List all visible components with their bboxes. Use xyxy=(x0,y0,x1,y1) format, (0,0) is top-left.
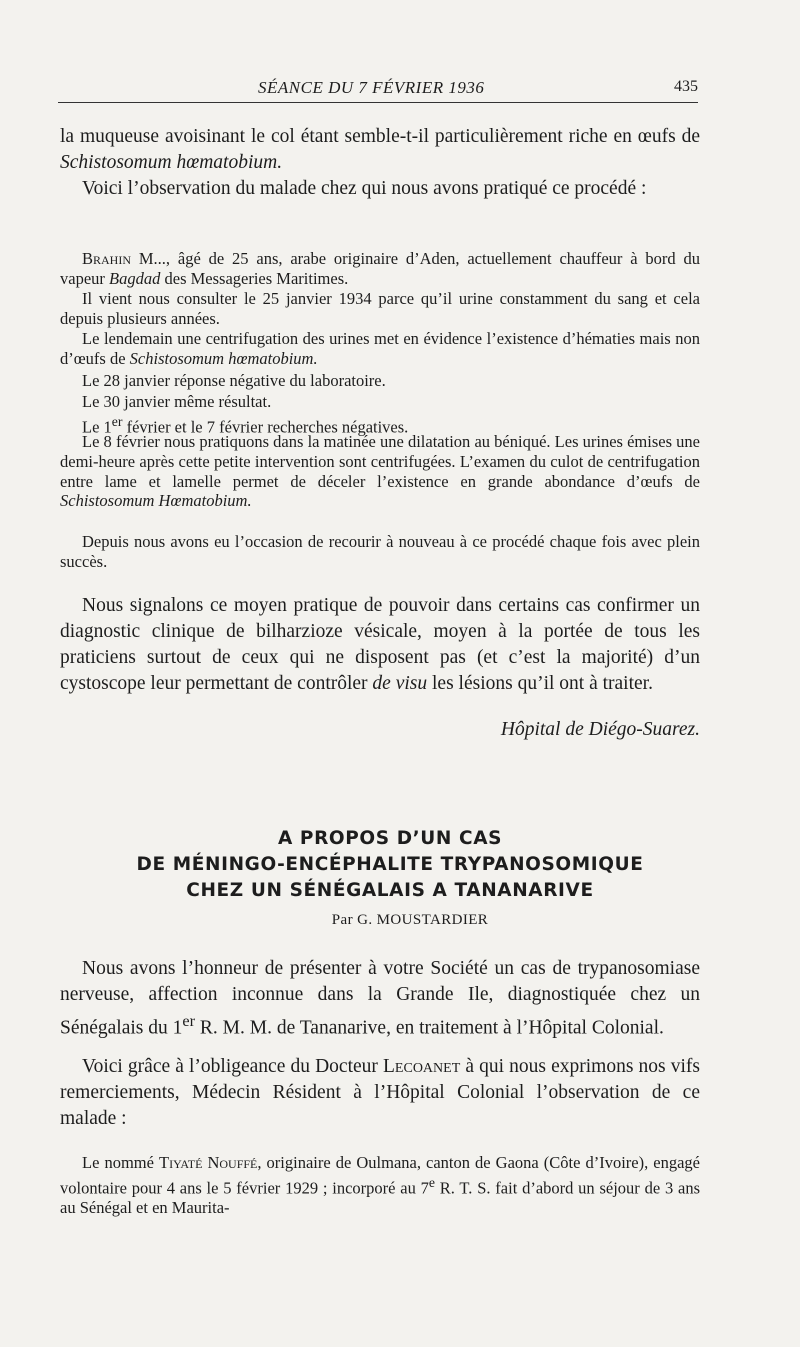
latin-phrase: de visu xyxy=(372,673,428,694)
doctor-name: Lecoanet xyxy=(383,1056,461,1077)
page-header xyxy=(58,78,698,103)
case-text: Le 1 xyxy=(82,417,112,437)
ordinal-suffix: er xyxy=(182,1012,196,1030)
intro-paragraph xyxy=(60,124,700,176)
patient-name: Brahin xyxy=(82,249,132,268)
case-paragraph-2: Il vient nous consulter le 25 janvier 1934 parce qu’il urine constamment du sang et cela depuis plusieurs années. xyxy=(60,289,700,328)
case-paragraph-3 xyxy=(60,329,700,369)
patient-name: Tiyaté Nouffé xyxy=(159,1153,258,1172)
conclusion-paragraph xyxy=(60,593,700,697)
article-paragraph-2 xyxy=(60,1054,700,1132)
article-text: R. T. S. fait d’abord un séjour de 3 ans au Sénégal et en Maurita- xyxy=(60,1178,701,1218)
article-text: Nous avons l’honneur de présenter à votre Société un cas de trypanosomiase nerveuse, affection inconnue dans la Grande Ile, diagnostiquée chez un Sénégalais du 1 xyxy=(60,958,700,1039)
author-byline: Par G. MOUSTARDIER xyxy=(331,912,489,928)
species-name: Schistosomum Hœmatobium. xyxy=(60,491,252,511)
case-paragraph-8: Depuis nous avons eu l’occasion de recourir à nouveau à ce procédé chaque fois avec plein succès. xyxy=(60,532,700,571)
observation-intro: Voici l’observation du malade chez qui nous avons pratiqué ce procédé : xyxy=(82,178,647,199)
case-paragraph-1 xyxy=(60,249,700,289)
case-text: février et le 7 février recherches négatives. xyxy=(122,417,409,437)
case-paragraph-4: Le 28 janvier réponse négative du laboratoire. xyxy=(82,371,386,390)
intro-text: la muqueuse avoisinant le col étant semble-t-il particulièrement riche en œufs de xyxy=(60,126,700,147)
case-paragraph-5: Le 30 janvier même résultat. xyxy=(82,392,272,411)
conclusion-text: Nous signalons ce moyen pratique de pouvoir dans certains cas confirmer un diagnostic clinique de bilharzioze vésicale, moyen à la portée de tous les praticiens surtout de ceux qui ne disposent pas (et c’est la majorité) d’un cystoscope leur permettant de contrôler xyxy=(60,595,700,694)
ordinal-suffix: e xyxy=(428,1174,435,1190)
case-text: des Messageries Maritimes. xyxy=(160,268,349,288)
title-line: DE MÉNINGO-ENCÉPHALITE TRYPANOSOMIQUE xyxy=(136,854,644,875)
title-line: A PROPOS D’UN CAS xyxy=(277,828,503,849)
species-name: Schistosomum hœmatobium. xyxy=(60,152,283,173)
article-paragraph-1 xyxy=(60,956,700,1042)
page-number: 435 xyxy=(674,78,698,95)
article-text: Le nommé xyxy=(82,1153,159,1172)
ship-name: Bagdad xyxy=(109,268,161,288)
case-text: Le lendemain une centrifugation des urines met en évidence l’existence d’hématies mais non d’œufs de xyxy=(60,329,700,368)
article-text: , originaire de Oulmana, canton de Gaona (Côte d’Ivoire), engagé volontaire pour 4 ans le 5 février 1929 ; incorporé au 7 xyxy=(60,1153,701,1198)
article-paragraph-3 xyxy=(60,1153,700,1218)
hospital-signature: Hôpital de Diégo-Suarez. xyxy=(500,719,700,740)
title-line: CHEZ UN SÉNÉGALAIS A TANANARIVE xyxy=(186,880,594,901)
running-title: SÉANCE DU 7 FÉVRIER 1936 xyxy=(258,78,485,97)
species-name: Schistosomum hœmatobium. xyxy=(129,348,318,368)
article-text: R. M. M. de Tananarive, en traitement à l’Hôpital Colonial. xyxy=(195,1017,664,1039)
case-text: M..., âgé de 25 ans, arabe originaire d’Aden, actuellement chauffeur à bord du vapeur xyxy=(60,249,700,288)
conclusion-text: les lésions qu’il ont à traiter. xyxy=(427,673,653,694)
case-text: Le 8 février nous pratiquons dans la matinée une dilatation au béniqué. Les urines émises une demi-heure après cette petite intervention sont centrifugées. L’examen du culot de centrifugation entre lame et lamelle permet de déceler l’existence en grande abondance d’œufs de xyxy=(60,432,700,491)
article-text: à qui nous exprimons nos vifs remerciements, Médecin Résident à l’Hôpital Colonial l’observation de ce malade : xyxy=(60,1056,701,1129)
article-text: Voici grâce à l’obligeance du Docteur xyxy=(82,1056,384,1077)
case-paragraph-7 xyxy=(60,432,700,511)
article-title xyxy=(60,826,720,904)
ordinal-suffix: er xyxy=(111,414,123,429)
